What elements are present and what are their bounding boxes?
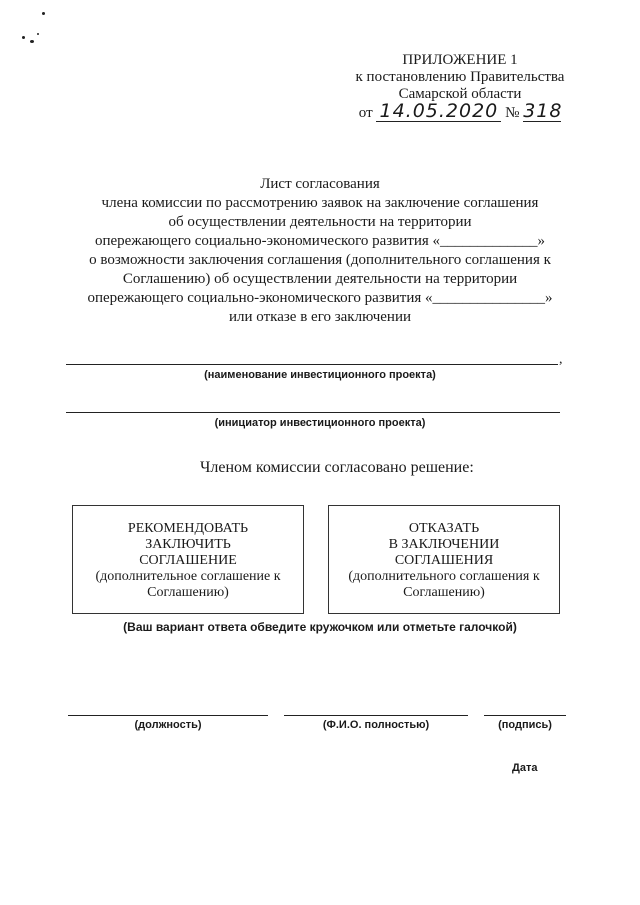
decree-date-line (330, 100, 590, 122)
option-refuse-line: СОГЛАШЕНИЯ (394, 553, 494, 568)
project-name-caption: (наименование инвестиционного проекта) (204, 369, 436, 381)
appendix-header (330, 52, 590, 122)
title-line: опережающего социально-экономического развития «_____________» (94, 233, 546, 249)
full-name-caption: (Ф.И.О. полностью) (322, 719, 430, 731)
answer-instruction: (Ваш вариант ответа обведите кружочком или отметьте галочкой) (123, 620, 517, 634)
appendix-title: ПРИЛОЖЕНИЕ 1 (402, 52, 518, 68)
position-caption: (должность) (134, 719, 202, 731)
option-refuse-line: (дополнительного соглашения к (348, 569, 540, 584)
title-line: Соглашению) об осуществлении деятельности на территории (122, 271, 518, 287)
scan-speck (37, 33, 39, 35)
option-refuse-line: ОТКАЗАТЬ (408, 521, 480, 536)
scan-speck (22, 36, 25, 39)
option-refuse-box[interactable] (328, 505, 560, 614)
initiator-field[interactable] (66, 412, 560, 413)
option-refuse-line: Соглашению) (403, 585, 485, 600)
title-line: опережающего социально-экономического развития «_______________» (87, 290, 553, 306)
option-recommend-line: СОГЛАШЕНИЕ (139, 553, 237, 568)
option-recommend-line: (дополнительное соглашение к (95, 569, 281, 584)
decree-date-handwritten: 14.05.2020 (379, 100, 499, 122)
project-name-field[interactable] (66, 364, 558, 365)
decree-number-handwritten: 318 (523, 100, 563, 122)
title-line: Лист согласования (260, 176, 380, 192)
region-name: Самарской области (398, 86, 522, 102)
approval-sheet-title (60, 175, 580, 327)
date-prefix: от (358, 105, 373, 121)
decree-date (376, 100, 501, 122)
option-recommend-line: ЗАКЛЮЧИТЬ (145, 537, 231, 552)
title-line: об осуществлении деятельности на территории (168, 214, 472, 230)
initiator-caption: (инициатор инвестиционного проекта) (214, 417, 426, 429)
signature-caption: (подпись) (498, 719, 552, 731)
number-prefix: № (505, 105, 520, 121)
decree-reference: к постановлению Правительства (355, 69, 565, 85)
project-name-comma: , (559, 352, 563, 367)
position-field[interactable] (68, 715, 268, 716)
title-line: или отказе в его заключении (229, 309, 411, 325)
full-name-field[interactable] (284, 715, 468, 716)
decree-number (523, 100, 563, 122)
option-recommend-box[interactable] (72, 505, 304, 614)
signature-field[interactable] (484, 715, 566, 716)
title-line: о возможности заключения соглашения (дополнительного соглашения к (89, 252, 551, 268)
scan-speck (30, 40, 34, 43)
option-recommend-line: РЕКОМЕНДОВАТЬ (127, 521, 249, 536)
title-line: члена комиссии по рассмотрению заявок на заключение соглашения (101, 195, 539, 211)
decision-heading: Членом комиссии согласовано решение: (200, 459, 474, 476)
option-refuse-line: В ЗАКЛЮЧЕНИИ (388, 537, 500, 552)
scan-speck (42, 12, 45, 15)
date-label: Дата (512, 762, 538, 774)
option-recommend-line: Соглашению) (147, 585, 229, 600)
